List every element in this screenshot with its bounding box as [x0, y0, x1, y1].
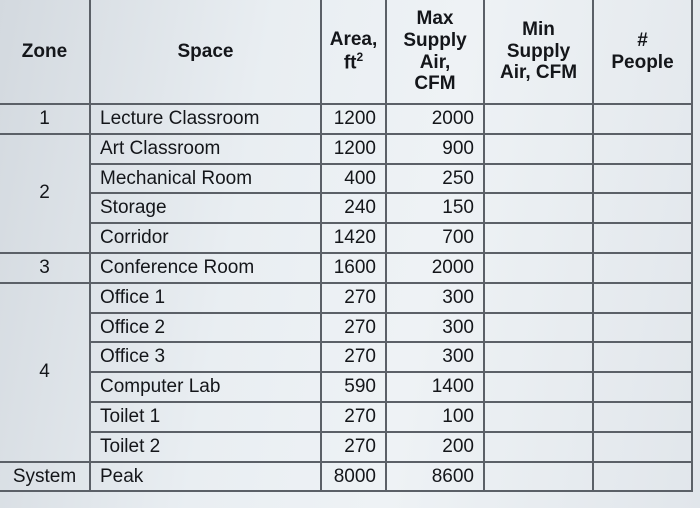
- min-cfm-cell[interactable]: [484, 134, 593, 164]
- header-max-supply-air: Max Supply Air, CFM: [386, 0, 484, 104]
- zone-cell: 1: [0, 104, 90, 134]
- min-cfm-cell[interactable]: [484, 313, 593, 343]
- area-cell: 240: [321, 193, 386, 223]
- space-cell: Toilet 1: [90, 402, 321, 432]
- area-cell: 1200: [321, 134, 386, 164]
- area-cell: 1420: [321, 223, 386, 253]
- min-cfm-cell[interactable]: [484, 164, 593, 194]
- area-cell: 270: [321, 402, 386, 432]
- area-cell: 270: [321, 283, 386, 313]
- header-zone: Zone: [0, 0, 90, 104]
- table-row: [0, 223, 692, 253]
- people-cell[interactable]: [593, 223, 692, 253]
- people-cell[interactable]: [593, 193, 692, 223]
- min-cfm-cell[interactable]: [484, 372, 593, 402]
- space-cell: Conference Room: [90, 253, 321, 283]
- min-cfm-cell[interactable]: [484, 283, 593, 313]
- table-row: [0, 253, 692, 283]
- table-row: [0, 342, 692, 372]
- max-cfm-cell: 8600: [386, 462, 484, 492]
- space-cell: Office 3: [90, 342, 321, 372]
- people-cell[interactable]: [593, 104, 692, 134]
- area-cell: 270: [321, 432, 386, 462]
- header-area: Area, $ft^2$: [321, 0, 386, 104]
- max-cfm-cell: 300: [386, 283, 484, 313]
- area-cell: 270: [321, 342, 386, 372]
- people-cell[interactable]: [593, 164, 692, 194]
- min-cfm-cell[interactable]: [484, 253, 593, 283]
- space-cell: Toilet 2: [90, 432, 321, 462]
- people-cell[interactable]: [593, 342, 692, 372]
- people-cell[interactable]: [593, 432, 692, 462]
- space-cell: Office 2: [90, 313, 321, 343]
- people-cell[interactable]: [593, 313, 692, 343]
- area-cell: 270: [321, 313, 386, 343]
- min-cfm-cell[interactable]: [484, 223, 593, 253]
- space-cell: Peak: [90, 462, 321, 492]
- area-cell: 1200: [321, 104, 386, 134]
- max-cfm-cell: 2000: [386, 253, 484, 283]
- zone-cell: System: [0, 462, 90, 492]
- table-row: [0, 432, 692, 462]
- people-cell[interactable]: [593, 462, 692, 492]
- space-cell: Art Classroom: [90, 134, 321, 164]
- min-cfm-cell[interactable]: [484, 104, 593, 134]
- table-row: [0, 313, 692, 343]
- table-row: [0, 462, 692, 492]
- people-cell[interactable]: [593, 402, 692, 432]
- table-row: [0, 134, 692, 164]
- header-row: [0, 0, 692, 104]
- max-cfm-cell: 1400: [386, 372, 484, 402]
- min-cfm-cell[interactable]: [484, 342, 593, 372]
- space-cell: Corridor: [90, 223, 321, 253]
- people-cell[interactable]: [593, 253, 692, 283]
- header-space: Space: [90, 0, 321, 104]
- max-cfm-cell: 300: [386, 342, 484, 372]
- area-cell: 8000: [321, 462, 386, 492]
- min-cfm-cell[interactable]: [484, 402, 593, 432]
- table-row: [0, 402, 692, 432]
- space-cell: Mechanical Room: [90, 164, 321, 194]
- max-cfm-cell: 300: [386, 313, 484, 343]
- people-cell[interactable]: [593, 134, 692, 164]
- table-row: [0, 283, 692, 313]
- people-cell[interactable]: [593, 283, 692, 313]
- min-cfm-cell[interactable]: [484, 193, 593, 223]
- space-cell: Storage: [90, 193, 321, 223]
- space-cell: Office 1: [90, 283, 321, 313]
- max-cfm-cell: 700: [386, 223, 484, 253]
- max-cfm-cell: 150: [386, 193, 484, 223]
- max-cfm-cell: 100: [386, 402, 484, 432]
- space-cell: Lecture Classroom: [90, 104, 321, 134]
- area-cell: 1600: [321, 253, 386, 283]
- header-min-supply-air: Min Supply Air, CFM: [484, 0, 593, 104]
- max-cfm-cell: 2000: [386, 104, 484, 134]
- table-row: [0, 372, 692, 402]
- area-cell: 590: [321, 372, 386, 402]
- area-cell: 400: [321, 164, 386, 194]
- zone-cell: 2: [0, 134, 90, 253]
- space-cell: Computer Lab: [90, 372, 321, 402]
- min-cfm-cell[interactable]: [484, 432, 593, 462]
- max-cfm-cell: 250: [386, 164, 484, 194]
- max-cfm-cell: 200: [386, 432, 484, 462]
- header-people: # People: [593, 0, 692, 104]
- table-row: [0, 104, 692, 134]
- people-cell[interactable]: [593, 372, 692, 402]
- min-cfm-cell[interactable]: [484, 462, 593, 492]
- zone-cell: 4: [0, 283, 90, 462]
- table-row: [0, 193, 692, 223]
- table-row: [0, 164, 692, 194]
- max-cfm-cell: 900: [386, 134, 484, 164]
- zone-cell: 3: [0, 253, 90, 283]
